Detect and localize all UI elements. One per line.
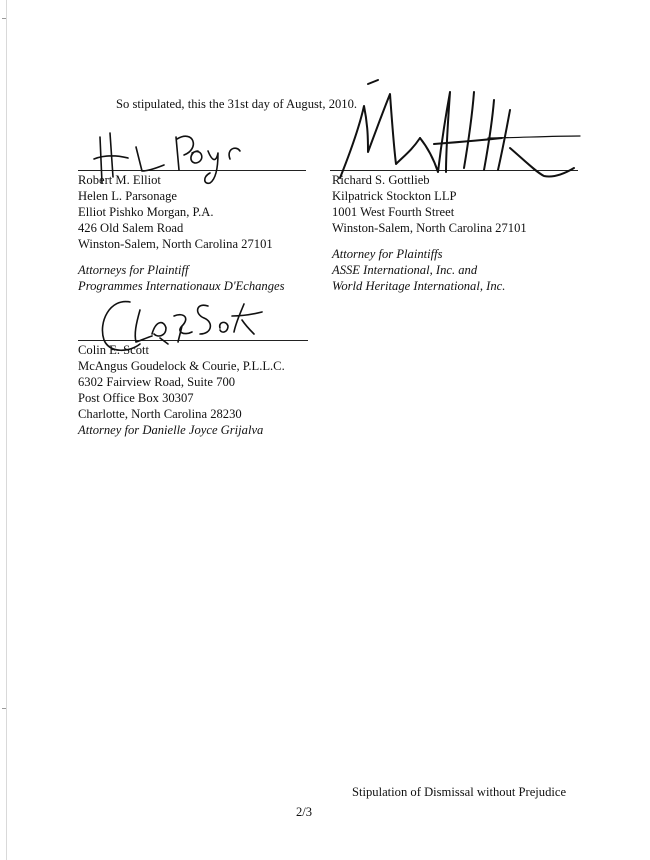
city-state-zip: Winston-Salem, North Carolina 27101	[332, 221, 527, 235]
stipulation-line: So stipulated, this the 31st day of August, 2010.	[116, 97, 358, 111]
attorney-name: Robert M. Elliot	[78, 173, 161, 187]
attorney-name: Colin E. Scott	[78, 343, 150, 357]
gottlieb-address-block	[332, 172, 527, 294]
client-name: ASSE International, Inc. and	[332, 263, 478, 277]
city-state-zip: Charlotte, North Carolina 28230	[78, 407, 242, 421]
client-name: Programmes Internationaux D'Echanges	[78, 279, 285, 293]
margin-mark	[2, 18, 6, 19]
attorney-name: Helen L. Parsonage	[78, 189, 177, 203]
street-address: 1001 West Fourth Street	[332, 205, 455, 219]
attorney-role: Attorney for Plaintiffs	[332, 247, 443, 261]
street-address: 6302 Fairview Road, Suite 700	[78, 375, 236, 389]
scott-address-block	[78, 342, 285, 438]
firm-name: Kilpatrick Stockton LLP	[332, 189, 457, 203]
footer-document-title: Stipulation of Dismissal without Prejudice	[352, 785, 567, 799]
elliot-address-block	[78, 172, 285, 294]
firm-name: McAngus Goudelock & Courie, P.L.L.C.	[78, 359, 285, 373]
street-address: 426 Old Salem Road	[78, 221, 184, 235]
margin-mark	[2, 708, 6, 709]
page-number: 2/3	[296, 805, 313, 819]
page-left-edge	[6, 0, 7, 860]
attorney-name: Richard S. Gottlieb	[332, 173, 430, 187]
client-name: World Heritage International, Inc.	[332, 279, 506, 293]
attorney-role: Attorney for Danielle Joyce Grijalva	[78, 423, 264, 437]
po-box: Post Office Box 30307	[78, 391, 194, 405]
city-state-zip: Winston-Salem, North Carolina 27101	[78, 237, 273, 251]
attorney-role: Attorneys for Plaintiff	[78, 263, 189, 277]
firm-name: Elliot Pishko Morgan, P.A.	[78, 205, 214, 219]
